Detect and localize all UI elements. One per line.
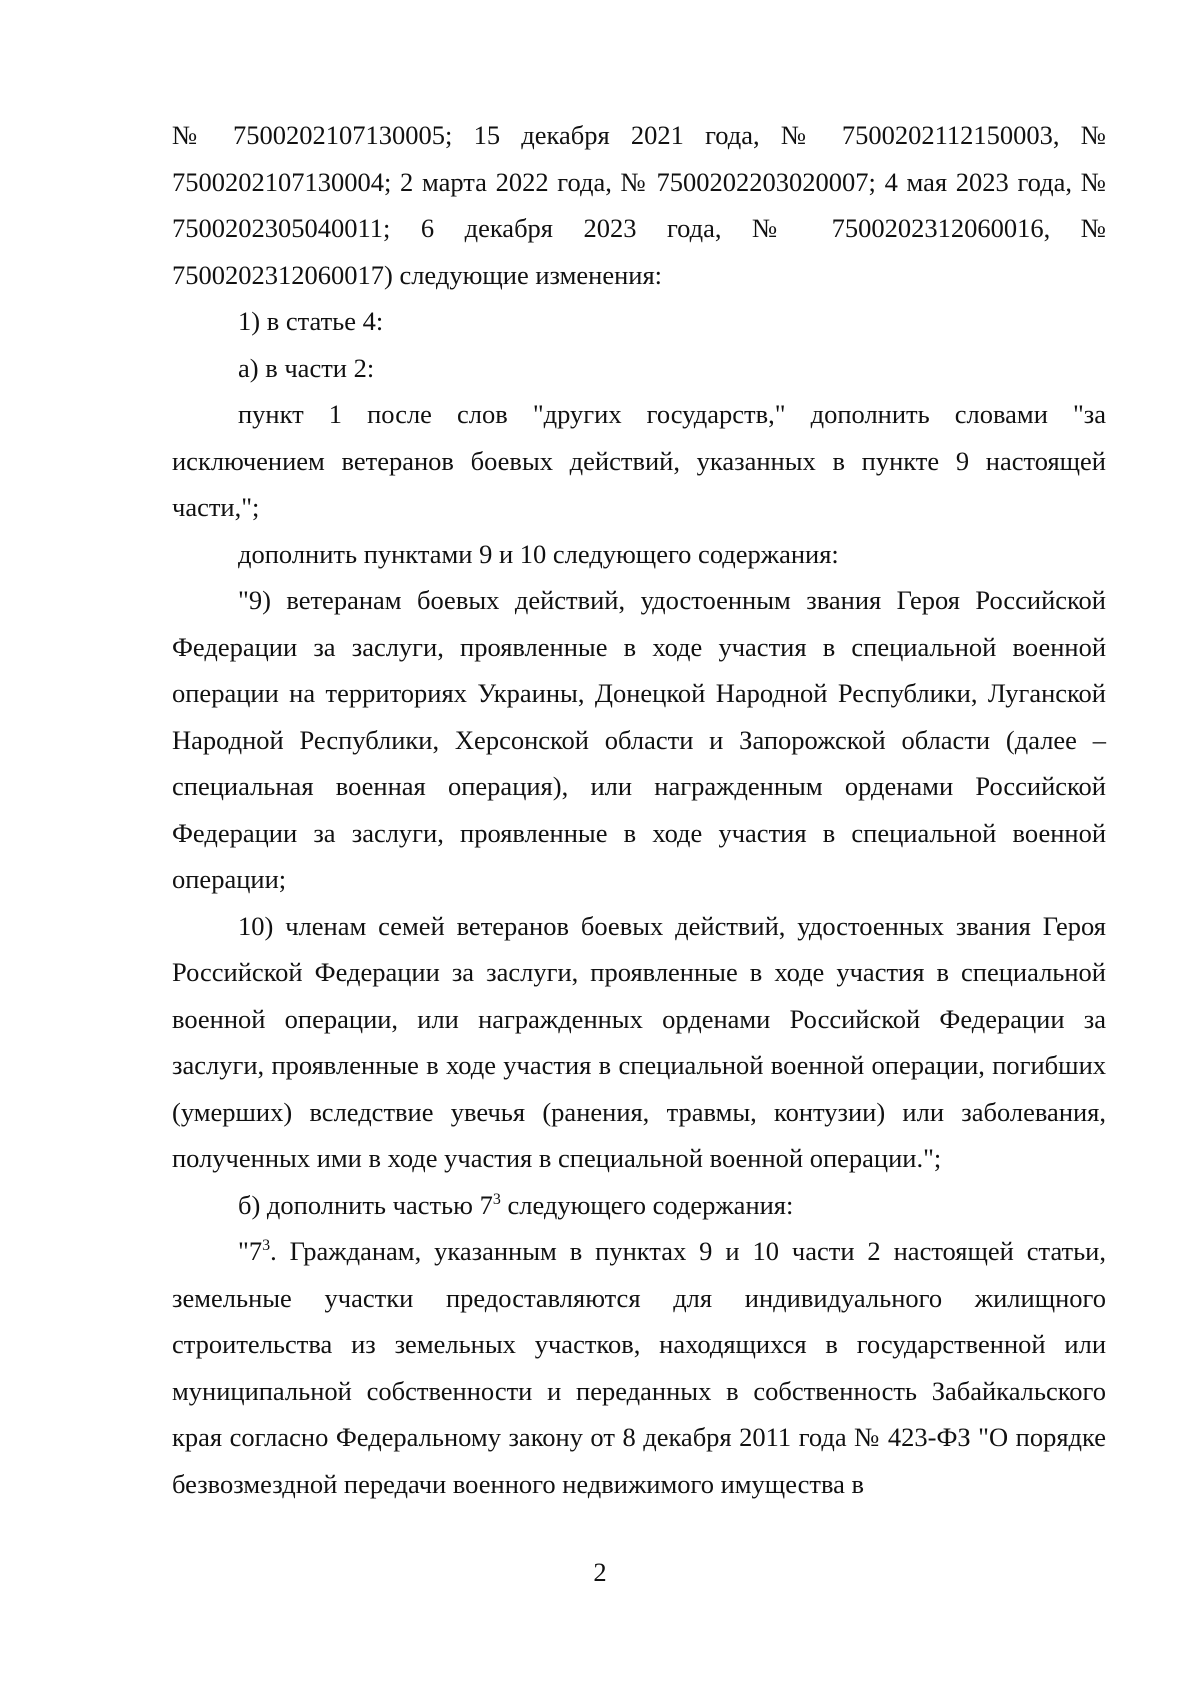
page-number: 2 xyxy=(593,1557,607,1587)
paragraph-article-4: 1) в статье 4: xyxy=(238,306,384,336)
paragraph-point-1-amendment: пункт 1 после слов "других государств," дополнить словами "за исключением ветеранов боевых действий, указанных в пункте 9 настоящей части,"; xyxy=(172,399,1106,522)
paragraph-registration-numbers: № 7500202107130005; 15 декабря 2021 года, № 7500202112150003, № 7500202107130004; 2 марта 2022 года, № 7500202203020007; 4 мая 2023 года, № 7500202305040011; 6 декабря 2023 года, № 7500202312060016, № 7500202312060017) следующие изменения: xyxy=(172,120,1106,290)
paragraph-add-part-7-3 xyxy=(172,1182,1106,1229)
paragraph-part-7-3-prefix: "7 xyxy=(238,1236,263,1266)
paragraph-point-9: "9) ветеранам боевых действий, удостоенным звания Героя Российской Федерации за заслуги, проявленные в ходе участия в специальной военной операции на территориях Украины, Донецкой Народной Республики, Луганской Народной Республики, Херсонской области и Запорожской области (далее – специальная военная операция), или награжденным орденами Российской Федерации за заслуги, проявленные в ходе участия в специальной военной операции; xyxy=(172,585,1106,894)
paragraph-point-10: 10) членам семей ветеранов боевых действий, удостоенных звания Героя Российской Федерации за заслуги, проявленные в ходе участия в специальной военной операции, или награжденных орденами Российской Федерации за заслуги, проявленные в ходе участия в специальной военной операции, погибших (умерших) вследствие увечья (ранения, травмы, контузии) или заболевания, полученных ими в ходе участия в специальной военной операции."; xyxy=(172,910,1106,1173)
paragraph-part-2: а) в части 2: xyxy=(238,352,375,383)
superscript-3: 3 xyxy=(492,1190,501,1208)
document-body xyxy=(172,112,1106,1507)
superscript-3: 3 xyxy=(262,1237,271,1255)
paragraph-add-part-7-3-tail: следующего содержания: xyxy=(500,1189,794,1220)
paragraph-part-7-3-text: . Гражданам, указанным в пунктах 9 и 10 части 2 настоящей статьи, земельные участки предоставляются для индивидуального жилищного строительства из земельных участков, находящихся в государственной или муниципальной собственности и переданных в собственность Забайкальского края согласно Федеральному закону от 8 декабря 2011 года № 423-ФЗ "О порядке безвозмездной передачи военного недвижимого имущества в xyxy=(172,1236,1106,1499)
paragraph-part-7-3-content xyxy=(172,1228,1106,1507)
paragraph-add-part-7-3-text: б) дополнить частью 7 xyxy=(238,1189,493,1220)
paragraph-add-points-9-10: дополнить пунктами 9 и 10 следующего содержания: xyxy=(238,538,839,569)
